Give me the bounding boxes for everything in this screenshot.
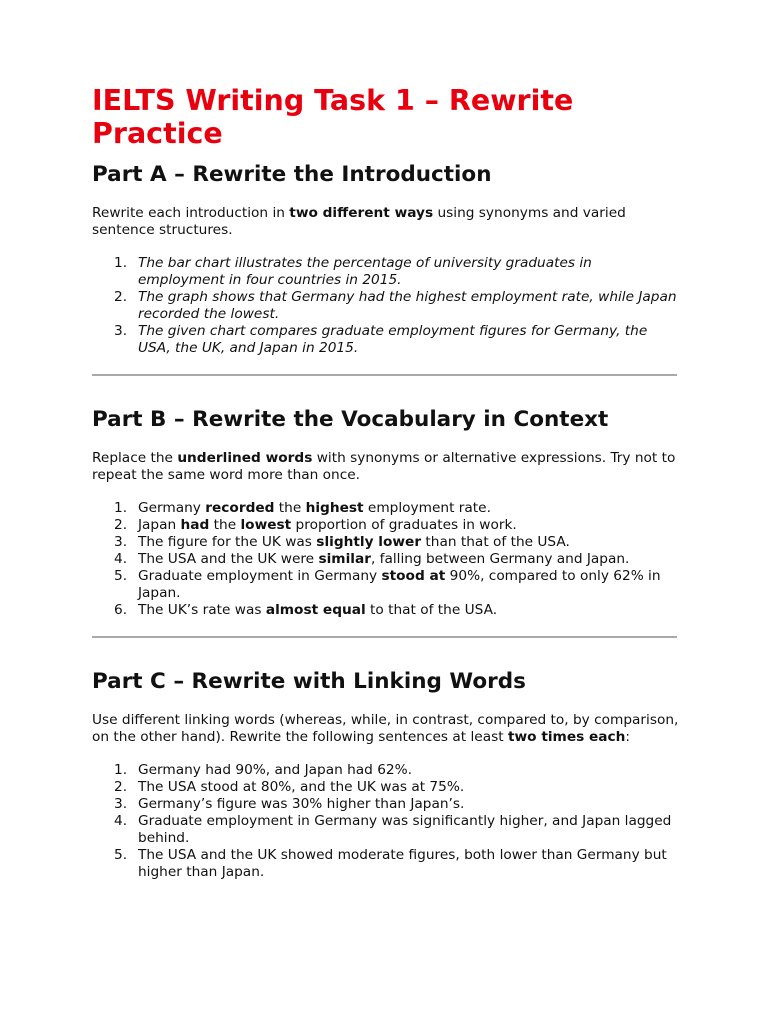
list-item [92, 289, 682, 323]
list-item [92, 534, 682, 551]
part-c-intro-text-1: Use different linking words (whereas, while, in contrast, compared to, by comparison, on the other hand). Rewrite the following sentences at least [92, 712, 679, 745]
list-item-text: The UK’s rate was almost equal to that of the USA. [138, 602, 498, 618]
part-c-section [92, 669, 682, 881]
list-item [92, 813, 682, 847]
list-item-text: The USA and the UK were similar, falling between Germany and Japan. [138, 551, 630, 567]
section-divider [92, 374, 677, 376]
part-c-intro-text-2: : [625, 729, 631, 745]
list-number: 2. [114, 289, 128, 305]
part-a-instructions [92, 205, 682, 239]
list-item [92, 255, 682, 289]
part-c-intro-bold: two times each [507, 729, 626, 745]
page-title: IELTS Writing Task 1 – Rewrite Practice [92, 84, 574, 150]
part-a-section [92, 162, 682, 357]
part-a-intro-text-1: Rewrite each introduction in [92, 205, 290, 221]
list-item-text: Japan had the lowest proportion of graduates in work. [138, 517, 517, 533]
part-b-instructions [92, 450, 682, 484]
list-number: 2. [114, 517, 128, 533]
part-b-heading: Part B – Rewrite the Vocabulary in Context [92, 407, 609, 432]
list-number: 3. [114, 796, 128, 812]
list-item [92, 847, 682, 881]
part-a-heading: Part A – Rewrite the Introduction [92, 162, 492, 187]
part-b-section [92, 407, 682, 619]
list-number: 1. [114, 255, 128, 271]
part-b-list [92, 500, 682, 619]
list-item [92, 796, 682, 813]
section-divider [92, 636, 677, 638]
list-number: 4. [114, 551, 128, 567]
part-c-heading: Part C – Rewrite with Linking Words [92, 669, 526, 694]
list-number: 3. [114, 323, 128, 339]
document-page [92, 84, 682, 881]
list-number: 6. [114, 602, 128, 618]
part-b-intro-text-1: Replace the [92, 450, 178, 466]
list-number: 5. [114, 568, 128, 584]
list-item-text: Graduate employment in Germany was significantly higher, and Japan lagged behind. [138, 813, 672, 846]
list-item [92, 517, 682, 534]
list-item [92, 568, 682, 602]
list-number: 1. [114, 500, 128, 516]
list-number: 2. [114, 779, 128, 795]
list-item-text: The figure for the UK was slightly lower than that of the USA. [138, 534, 570, 550]
list-number: 1. [114, 762, 128, 778]
list-item-text: The bar chart illustrates the percentage of university graduates in employment in four countries in 2015. [138, 255, 592, 288]
list-item [92, 762, 682, 779]
part-c-list [92, 762, 682, 881]
list-item [92, 602, 682, 619]
list-item [92, 551, 682, 568]
list-item-text: The graph shows that Germany had the highest employment rate, while Japan recorded the lowest. [138, 289, 677, 322]
list-item [92, 779, 682, 796]
part-a-list [92, 255, 682, 357]
list-item-text: Germany had 90%, and Japan had 62%. [138, 762, 412, 778]
list-number: 4. [114, 813, 128, 829]
list-item [92, 323, 682, 357]
list-number: 5. [114, 847, 128, 863]
list-item-text: The given chart compares graduate employment figures for Germany, the USA, the UK, and Japan in 2015. [138, 323, 648, 356]
list-item-text: Germany’s figure was 30% higher than Japan’s. [138, 796, 465, 812]
list-item-text: The USA and the UK showed moderate figures, both lower than Germany but higher than Japan. [138, 847, 667, 880]
list-item [92, 500, 682, 517]
list-item-text: Graduate employment in Germany stood at 90%, compared to only 62% in Japan. [138, 568, 661, 601]
list-number: 3. [114, 534, 128, 550]
part-a-intro-text-2: using synonyms and varied sentence structures. [92, 205, 626, 238]
list-item-text: Germany recorded the highest employment rate. [138, 500, 491, 516]
list-item-text: The USA stood at 80%, and the UK was at 75%. [138, 779, 465, 795]
part-c-instructions [92, 712, 682, 746]
part-a-intro-bold: two different ways [289, 205, 434, 221]
part-b-intro-text-2: with synonyms or alternative expressions. Try not to repeat the same word more than once. [92, 450, 676, 483]
part-b-intro-bold: underlined words [177, 450, 313, 466]
